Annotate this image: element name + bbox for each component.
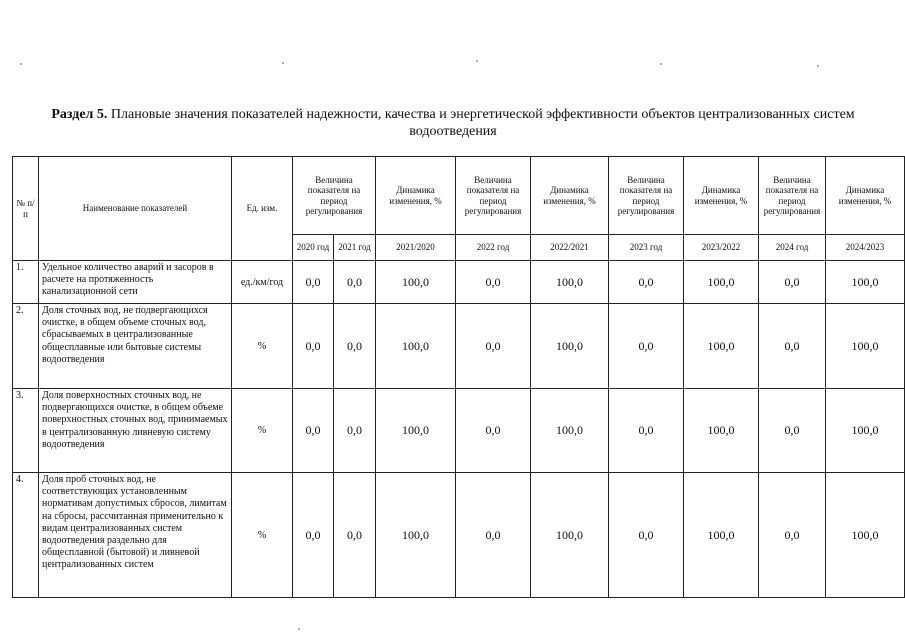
value-cell: 0,0	[456, 261, 531, 304]
value-cell: 0,0	[334, 473, 376, 598]
subheader-2021: 2021 год	[334, 235, 376, 261]
table-row	[13, 304, 905, 389]
header-dynamics-2024: Динамика изменения, %	[826, 157, 905, 235]
section-title: Плановые значения показателей надежности, качества и энергетической эффективности объектов централизованных систем водоотведения	[110, 107, 855, 139]
scan-speck	[817, 65, 819, 67]
section-heading	[20, 106, 886, 140]
value-cell: 100,0	[531, 261, 609, 304]
subheader-2024-2023: 2024/2023	[826, 235, 905, 261]
value-cell: 100,0	[826, 389, 905, 473]
scan-speck	[20, 63, 22, 65]
value-cell: 100,0	[376, 473, 456, 598]
header-value-2023: Величина показателя на период регулирования	[609, 157, 684, 235]
value-cell: 100,0	[684, 261, 759, 304]
value-cell: 0,0	[609, 473, 684, 598]
scan-speck	[298, 628, 300, 630]
value-cell: 100,0	[376, 261, 456, 304]
unit-cell: %	[232, 304, 293, 389]
subheader-2022: 2022 год	[456, 235, 531, 261]
value-cell: 0,0	[456, 389, 531, 473]
value-cell: 100,0	[376, 304, 456, 389]
value-cell: 0,0	[759, 473, 826, 598]
value-cell: 0,0	[334, 261, 376, 304]
value-cell: 100,0	[684, 304, 759, 389]
value-cell: 100,0	[376, 389, 456, 473]
value-cell: 0,0	[456, 473, 531, 598]
header-value-2020-2021: Величина показателя на период регулирования	[293, 157, 376, 235]
value-cell: 0,0	[609, 304, 684, 389]
value-cell: 0,0	[759, 304, 826, 389]
value-cell: 0,0	[334, 304, 376, 389]
value-cell: 0,0	[293, 304, 334, 389]
value-cell: 0,0	[293, 389, 334, 473]
value-cell: 0,0	[293, 261, 334, 304]
scan-speck	[476, 60, 478, 62]
subheader-2023-2022: 2023/2022	[684, 235, 759, 261]
header-unit: Ед. изм.	[232, 157, 293, 261]
row-number: 2.	[13, 304, 39, 389]
value-cell: 100,0	[826, 473, 905, 598]
unit-cell: ед./км/год	[232, 261, 293, 304]
subheader-2024: 2024 год	[759, 235, 826, 261]
header-num: № п/п	[13, 157, 39, 261]
value-cell: 0,0	[609, 389, 684, 473]
value-cell: 100,0	[826, 261, 905, 304]
table-row	[13, 473, 905, 598]
subheader-2020: 2020 год	[293, 235, 334, 261]
value-cell: 0,0	[334, 389, 376, 473]
header-value-2024: Величина показателя на период регулирования	[759, 157, 826, 235]
subheader-2022-2021: 2022/2021	[531, 235, 609, 261]
header-row	[13, 157, 905, 235]
header-dynamics-2023: Динамика изменения, %	[684, 157, 759, 235]
value-cell: 100,0	[826, 304, 905, 389]
indicator-name: Доля сточных вод, не подвергающихся очистке, в общем объеме сточных вод, сбрасываемых в централизованные общесплавные или бытовые системы водоотведения	[39, 304, 232, 389]
unit-cell: %	[232, 473, 293, 598]
value-cell: 100,0	[531, 389, 609, 473]
indicators-table	[12, 156, 905, 598]
value-cell: 100,0	[684, 473, 759, 598]
header-dynamics-2021: Динамика изменения, %	[376, 157, 456, 235]
section-number: Раздел 5.	[51, 107, 108, 122]
value-cell: 0,0	[293, 473, 334, 598]
subheader-2023: 2023 год	[609, 235, 684, 261]
indicator-name: Удельное количество аварий и засоров в расчете на протяженность канализационной сети	[39, 261, 232, 304]
unit-cell: %	[232, 389, 293, 473]
scan-speck	[282, 62, 284, 64]
value-cell: 0,0	[609, 261, 684, 304]
indicator-name: Доля проб сточных вод, не соответствующих установленным нормативам допустимых сбросов, лимитам на сбросы, рассчитанная применительно к видам централизованных систем водоотведения раздельно для общесплавной (бытовой) и ливневой централизованных систем	[39, 473, 232, 598]
value-cell: 100,0	[531, 473, 609, 598]
value-cell: 100,0	[531, 304, 609, 389]
indicator-name: Доля поверхностных сточных вод, не подвергающихся очистке, в общем объеме поверхностных сточных вод, принимаемых в централизованную ливневую систему водоотведения	[39, 389, 232, 473]
header-dynamics-2022: Динамика изменения, %	[531, 157, 609, 235]
header-name: Наименование показателей	[39, 157, 232, 261]
row-number: 1.	[13, 261, 39, 304]
table-row	[13, 261, 905, 304]
value-cell: 0,0	[759, 389, 826, 473]
value-cell: 0,0	[759, 261, 826, 304]
row-number: 3.	[13, 389, 39, 473]
table-row	[13, 389, 905, 473]
row-number: 4.	[13, 473, 39, 598]
value-cell: 0,0	[456, 304, 531, 389]
scan-speck	[660, 63, 662, 65]
value-cell: 100,0	[684, 389, 759, 473]
header-value-2022: Величина показателя на период регулирования	[456, 157, 531, 235]
subheader-2021-2020: 2021/2020	[376, 235, 456, 261]
